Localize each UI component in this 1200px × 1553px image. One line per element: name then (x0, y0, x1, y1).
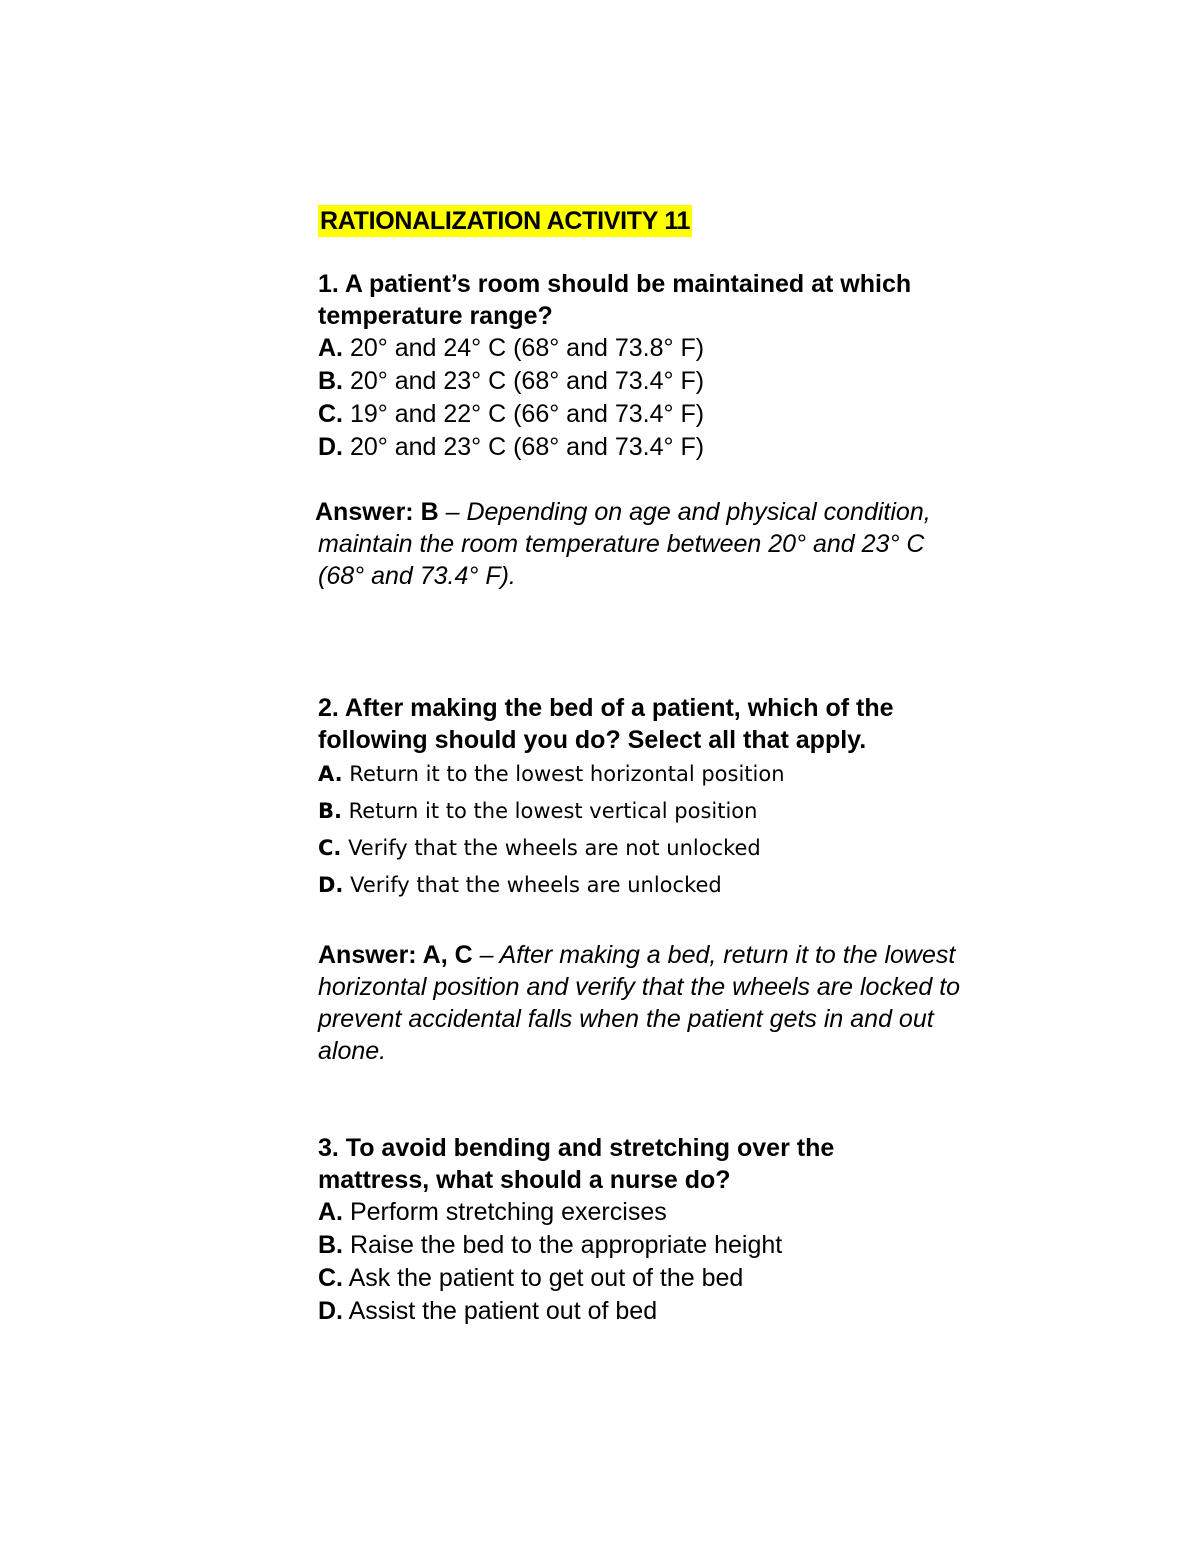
question-3-option-d (318, 1295, 1078, 1328)
question-3-text-line-1: 3. To avoid bending and stretching over the (318, 1134, 835, 1162)
option-text: Verify that the wheels are not unlocked (341, 836, 761, 860)
question-1 (318, 268, 1078, 464)
question-2 (318, 692, 1078, 904)
option-text: Ask the patient to get out of the bed (343, 1264, 744, 1292)
question-2-option-a (318, 756, 1078, 793)
question-1-text-line-2: temperature range? (318, 302, 553, 330)
answer-1 (315, 496, 1075, 592)
option-letter: A. (318, 1198, 343, 1226)
question-1-text-line-1: 1. A patient’s room should be maintained at which (318, 270, 912, 298)
option-text: 20° and 23° C (68° and 73.4° F) (343, 433, 705, 461)
option-letter: C. (318, 1264, 343, 1292)
option-text: Assist the patient out of bed (343, 1297, 658, 1325)
question-1-option-a (318, 332, 1078, 365)
option-letter: B. (318, 799, 342, 823)
option-text: Verify that the wheels are unlocked (343, 873, 722, 897)
answer-label: Answer: B (315, 498, 439, 526)
answer-1-line-1 (315, 496, 1075, 528)
option-letter: D. (318, 873, 344, 897)
question-1-option-b (318, 365, 1078, 398)
answer-explanation: After making a bed, return it to the lowest (499, 941, 956, 969)
question-3-option-c (318, 1262, 1078, 1295)
option-letter: C. (318, 836, 342, 860)
option-text: Return it to the lowest vertical position (341, 799, 758, 823)
option-letter: D. (318, 1297, 343, 1325)
option-text: Return it to the lowest horizontal position (342, 762, 785, 786)
answer-1-line-2: maintain the room temperature between 20° and 23° C (318, 530, 925, 558)
option-letter: A. (318, 334, 343, 362)
question-1-option-d (318, 431, 1078, 464)
answer-2-line-2: horizontal position and verify that the wheels are locked to (318, 973, 961, 1001)
answer-1-line-3: (68° and 73.4° F). (318, 562, 516, 590)
question-1-option-c (318, 398, 1078, 431)
answer-2-line-1 (318, 939, 1078, 971)
option-letter: B. (318, 1231, 343, 1259)
option-text: 20° and 24° C (68° and 73.8° F) (343, 334, 705, 362)
question-2-option-d (318, 867, 1078, 904)
question-2-text-line-1: 2. After making the bed of a patient, which of the (318, 694, 894, 722)
answer-explanation: Depending on age and physical condition, (466, 498, 931, 526)
question-2-text-line-2: following should you do? Select all that apply. (318, 726, 867, 754)
answer-label: Answer: A, C (318, 941, 473, 969)
document-title: RATIONALIZATION ACTIVITY 11 (320, 207, 691, 235)
question-2-option-c (318, 830, 1078, 867)
option-letter: C. (318, 400, 343, 428)
answer-2-line-3: prevent accidental falls when the patient gets in and out (318, 1005, 934, 1033)
question-3-text-line-2: mattress, what should a nurse do? (318, 1166, 731, 1194)
question-2-option-b (318, 793, 1078, 830)
question-3 (318, 1132, 1078, 1328)
answer-2-line-4: alone. (318, 1037, 387, 1065)
option-text: 19° and 22° C (66° and 73.4° F) (343, 400, 705, 428)
option-text: Raise the bed to the appropriate height (343, 1231, 783, 1259)
question-3-option-b (318, 1229, 1078, 1262)
question-3-option-a (318, 1196, 1078, 1229)
option-letter: D. (318, 433, 343, 461)
option-letter: A. (318, 762, 343, 786)
answer-dash: – (438, 498, 467, 526)
option-text: Perform stretching exercises (343, 1198, 667, 1226)
answer-dash: – (472, 941, 500, 969)
option-letter: B. (318, 367, 343, 395)
option-text: 20° and 23° C (68° and 73.4° F) (343, 367, 705, 395)
answer-2 (318, 939, 1078, 1067)
